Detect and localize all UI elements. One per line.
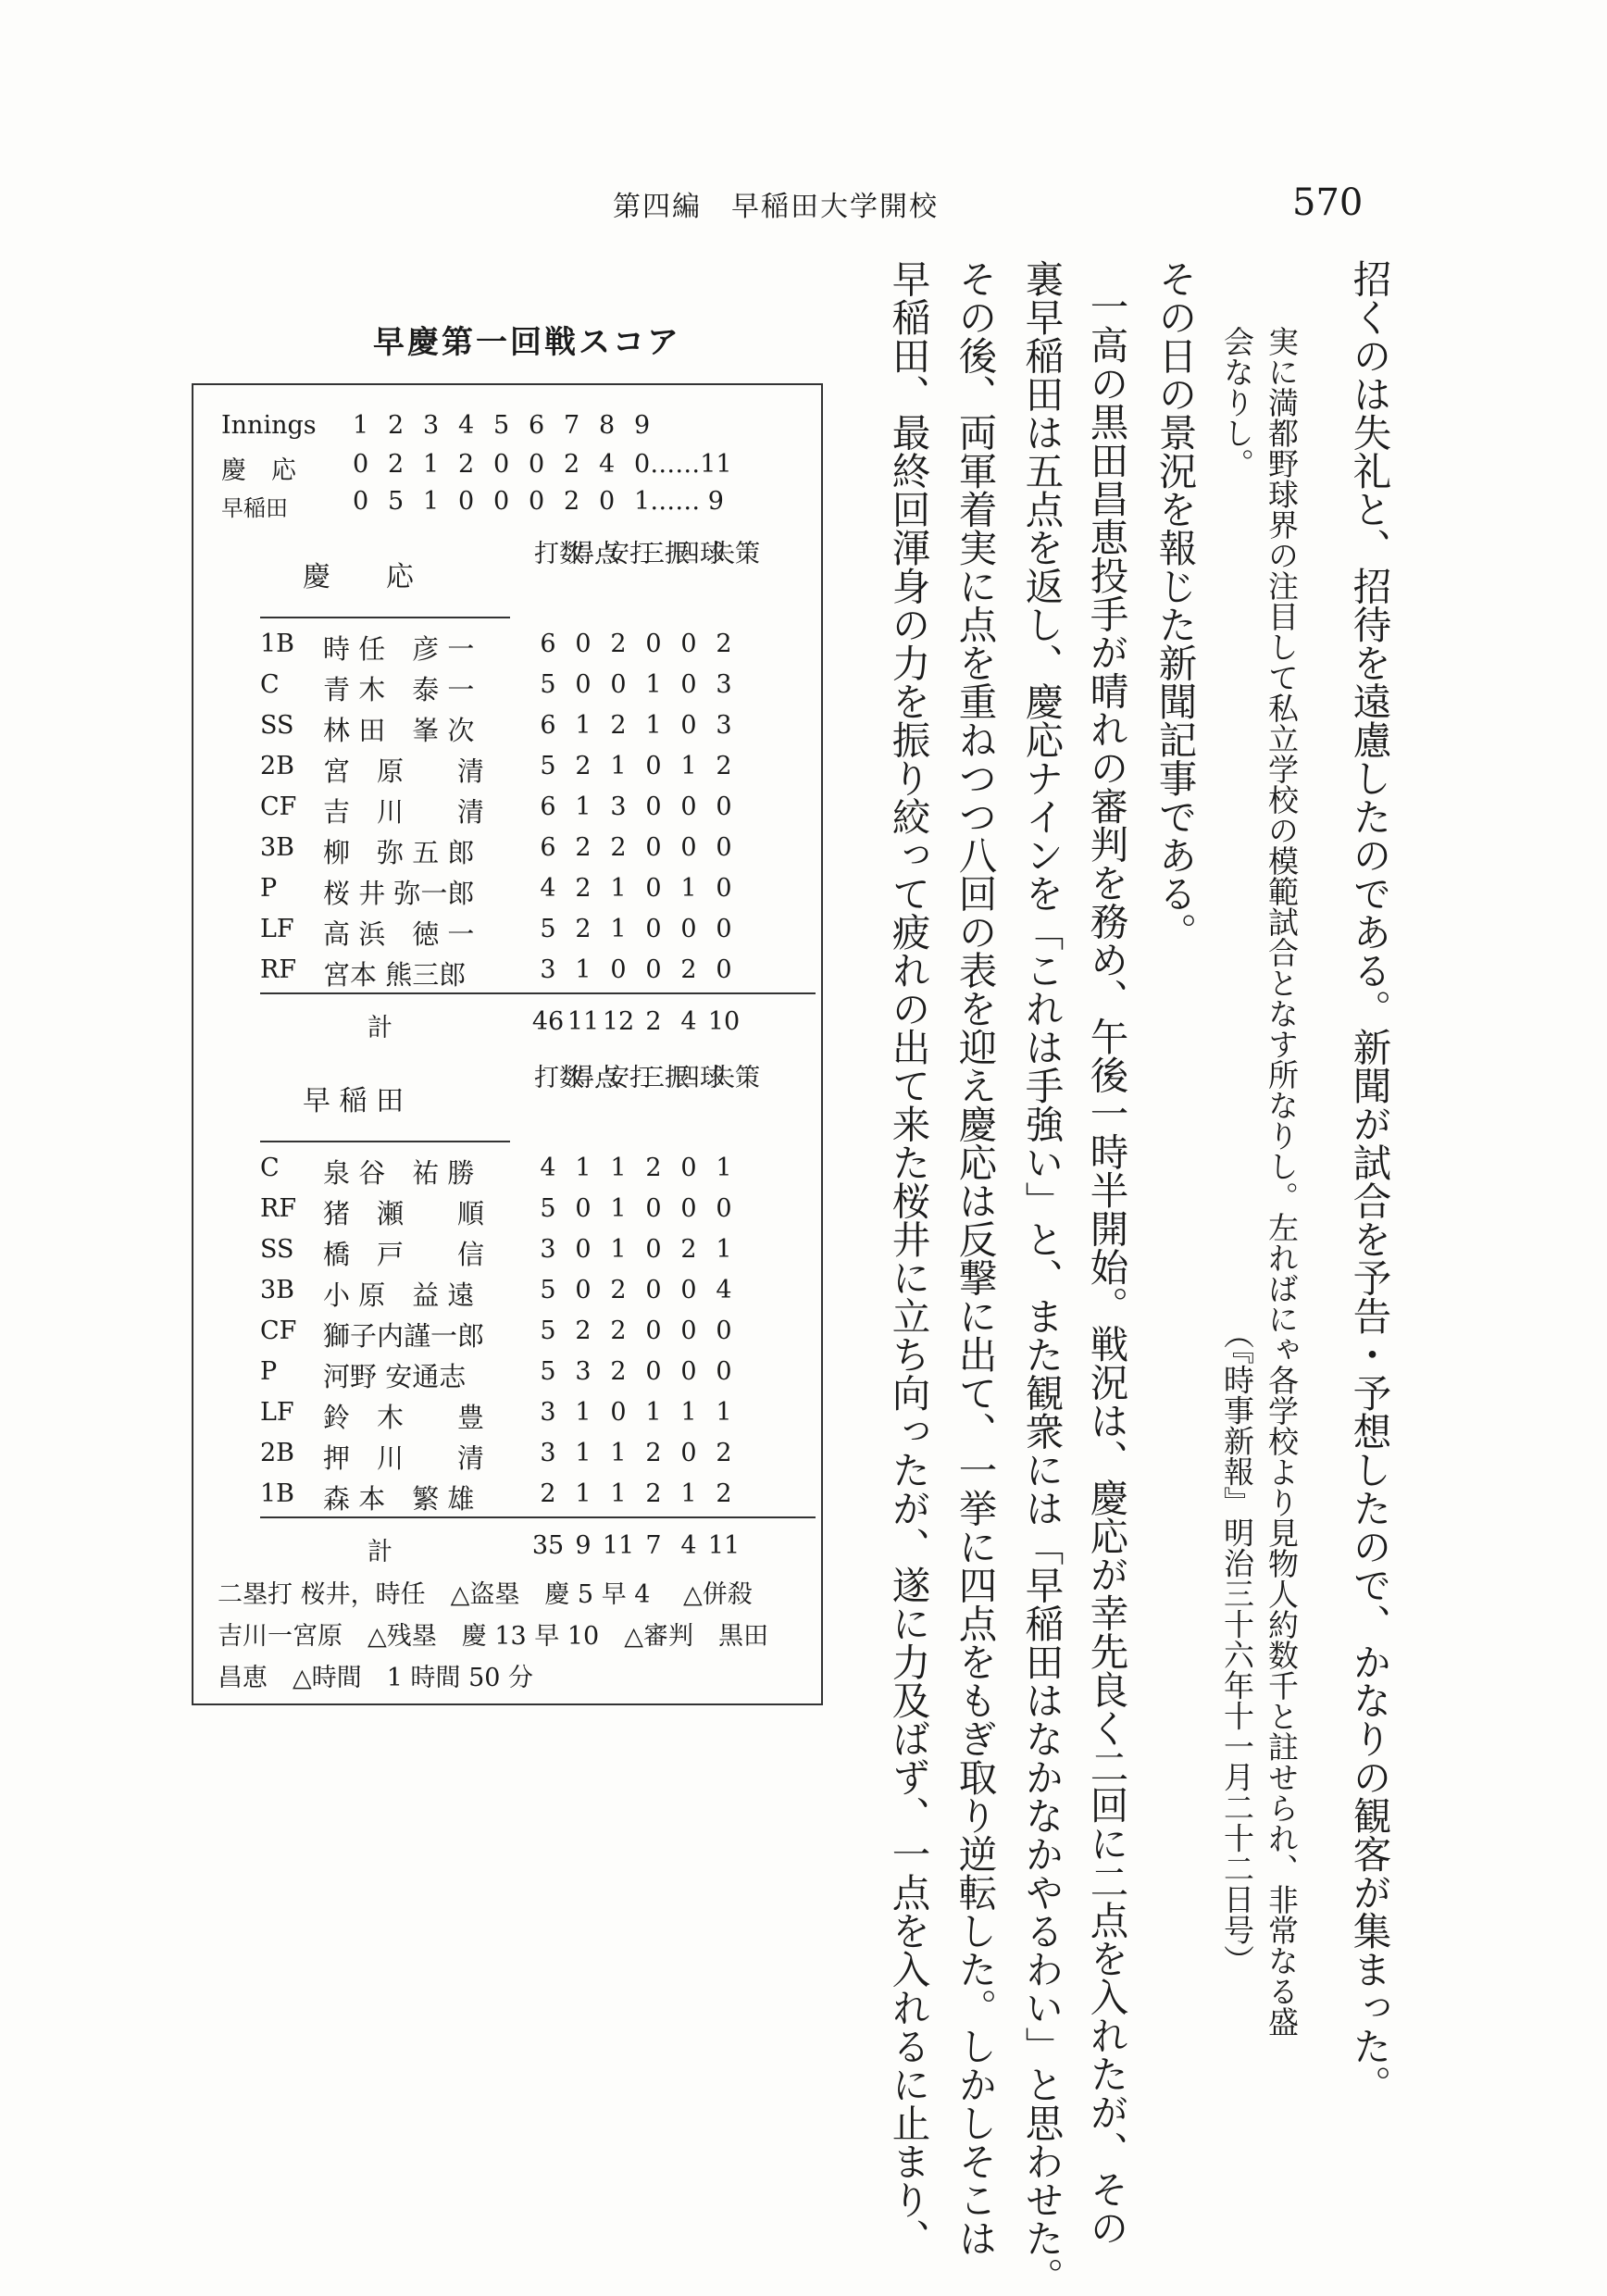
divider bbox=[260, 1516, 816, 1518]
player-stat: 0 bbox=[716, 1194, 732, 1223]
text-column-6: 裏早稲田は五点を返し、慶応ナインを「これは手強い」と、また観衆には「早稲田はなかなかやるわい」と思わせた。 bbox=[1018, 259, 1065, 2296]
total-stat: 11 bbox=[567, 1007, 600, 1036]
player-stat: 3 bbox=[540, 1398, 556, 1427]
line-score-total: …… 9 bbox=[650, 487, 724, 516]
total-stat: 10 bbox=[707, 1007, 741, 1036]
player-stat: 1 bbox=[575, 711, 592, 740]
total-stat: 7 bbox=[645, 1531, 662, 1560]
text-column-4: その日の景況を報じた新聞記事である。 bbox=[1152, 259, 1198, 951]
player-stat: 0 bbox=[575, 670, 592, 699]
player-position: P bbox=[260, 874, 278, 903]
inning-score: 0 bbox=[493, 487, 510, 516]
inning-score: 0 bbox=[458, 487, 475, 516]
player-stat: 1 bbox=[610, 752, 627, 780]
player-stat: 0 bbox=[680, 1316, 697, 1345]
innings-label: Innings bbox=[221, 411, 317, 440]
player-name: 小 原 益 遠 bbox=[323, 1279, 475, 1311]
player-stat: 2 bbox=[610, 711, 627, 740]
player-position: CF bbox=[260, 1316, 297, 1345]
player-stat: 1 bbox=[575, 1398, 592, 1427]
player-stat: 5 bbox=[540, 1276, 556, 1304]
player-name: 獅子内謹一郎 bbox=[323, 1320, 485, 1352]
total-label: 計 bbox=[367, 1014, 392, 1042]
stat-header: 打数 bbox=[534, 540, 584, 568]
total-stat: 11 bbox=[707, 1531, 741, 1560]
player-stat: 1 bbox=[575, 1439, 592, 1467]
player-name: 吉 川 清 bbox=[323, 796, 485, 828]
player-position: RF bbox=[260, 1194, 297, 1223]
player-position: SS bbox=[260, 711, 294, 740]
player-stat: 2 bbox=[645, 1479, 662, 1508]
text-column-7: その後、両軍着実に点を重ねつつ八回の表を迎え慶応は反撃に出て、一挙に四点をもぎ取り逆転した。しかしそこは bbox=[952, 259, 998, 2257]
player-position: RF bbox=[260, 955, 297, 984]
player-stat: 2 bbox=[716, 630, 732, 658]
inning-score: 2 bbox=[564, 450, 580, 479]
player-position: 3B bbox=[260, 833, 295, 862]
player-position: P bbox=[260, 1357, 278, 1386]
player-stat: 0 bbox=[680, 711, 697, 740]
player-stat: 1 bbox=[610, 915, 627, 943]
stat-header: 得点 bbox=[569, 540, 619, 568]
player-position: C bbox=[260, 670, 280, 699]
player-stat: 3 bbox=[716, 670, 732, 699]
divider bbox=[260, 617, 510, 618]
player-stat: 3 bbox=[716, 711, 732, 740]
player-stat: 1 bbox=[610, 1479, 627, 1508]
score-box-title: 早慶第一回戦スコア bbox=[373, 324, 681, 361]
player-stat: 3 bbox=[575, 1357, 592, 1386]
player-name: 森 本 繁 雄 bbox=[323, 1483, 475, 1515]
inning-number: 8 bbox=[599, 411, 616, 440]
player-stat: 0 bbox=[610, 670, 627, 699]
player-stat: 4 bbox=[540, 1154, 556, 1182]
player-stat: 0 bbox=[645, 752, 662, 780]
player-name: 鈴 木 豊 bbox=[323, 1402, 485, 1433]
player-stat: 2 bbox=[610, 1316, 627, 1345]
player-name: 宮 原 清 bbox=[323, 755, 485, 787]
player-stat: 0 bbox=[645, 1194, 662, 1223]
player-stat: 1 bbox=[716, 1235, 732, 1264]
player-name: 柳 弥 五 郎 bbox=[323, 837, 475, 868]
player-position: SS bbox=[260, 1235, 294, 1264]
stat-header: 得点 bbox=[569, 1064, 619, 1092]
stat-header: 失策 bbox=[710, 540, 760, 568]
player-stat: 1 bbox=[610, 1154, 627, 1182]
player-stat: 0 bbox=[680, 1357, 697, 1386]
inning-score: 0 bbox=[493, 450, 510, 479]
player-stat: 2 bbox=[716, 752, 732, 780]
note-line: 吉川一宮原 △残塁 慶 13 早 10 △審判 黒田 bbox=[218, 1622, 768, 1651]
game-notes bbox=[218, 1574, 768, 1699]
player-stat: 0 bbox=[610, 1398, 627, 1427]
inning-number: 5 bbox=[493, 411, 510, 440]
player-name: 泉 谷 祐 勝 bbox=[323, 1157, 475, 1189]
player-position: 2B bbox=[260, 1439, 295, 1467]
inning-score: 1 bbox=[634, 487, 651, 516]
player-stat: 0 bbox=[680, 670, 697, 699]
player-stat: 5 bbox=[540, 1194, 556, 1223]
player-stat: 0 bbox=[645, 874, 662, 903]
total-stat: 4 bbox=[680, 1007, 697, 1036]
player-stat: 2 bbox=[610, 630, 627, 658]
player-stat: 0 bbox=[680, 1154, 697, 1182]
player-stat: 0 bbox=[645, 833, 662, 862]
player-stat: 0 bbox=[645, 1357, 662, 1386]
stat-header: 打数 bbox=[534, 1064, 584, 1092]
player-stat: 1 bbox=[716, 1398, 732, 1427]
player-stat: 0 bbox=[716, 1357, 732, 1386]
player-stat: 6 bbox=[540, 630, 556, 658]
player-name: 林 田 峯 次 bbox=[323, 715, 475, 746]
player-position: C bbox=[260, 1154, 280, 1182]
player-stat: 5 bbox=[540, 1316, 556, 1345]
player-stat: 1 bbox=[610, 1439, 627, 1467]
player-stat: 0 bbox=[575, 1276, 592, 1304]
player-stat: 2 bbox=[540, 1479, 556, 1508]
player-stat: 1 bbox=[610, 1235, 627, 1264]
player-name: 押 川 清 bbox=[323, 1442, 485, 1474]
player-position: CF bbox=[260, 792, 297, 821]
player-stat: 0 bbox=[575, 1194, 592, 1223]
player-stat: 0 bbox=[716, 874, 732, 903]
inning-numbers bbox=[353, 411, 669, 440]
player-name: 高 浜 徳 一 bbox=[323, 918, 475, 950]
player-stat: 0 bbox=[680, 1194, 697, 1223]
player-stat: 2 bbox=[716, 1479, 732, 1508]
player-stat: 0 bbox=[645, 792, 662, 821]
player-position: 1B bbox=[260, 1479, 295, 1508]
player-stat: 0 bbox=[645, 1316, 662, 1345]
inning-score: 4 bbox=[599, 450, 616, 479]
player-stat: 0 bbox=[610, 955, 627, 984]
note-line: 二塁打 桜井，時任 △盗塁 慶 5 早 4 △併殺 bbox=[218, 1580, 753, 1609]
line-score-row bbox=[353, 450, 732, 479]
text-column-2: 実に満都野球界の注目して私立学校の模範試合となす所なりし。左ればにゃ各学校より見物人約数千と註せられ、非常なる盛 bbox=[1264, 326, 1300, 2037]
player-stat: 0 bbox=[645, 1235, 662, 1264]
text-column-3: 会なりし。 bbox=[1219, 326, 1255, 479]
player-stat: 2 bbox=[575, 915, 592, 943]
player-stat: 2 bbox=[575, 874, 592, 903]
score-box bbox=[192, 383, 823, 1705]
inning-number: 7 bbox=[564, 411, 580, 440]
inning-score: 0 bbox=[529, 487, 545, 516]
stat-header: 四球 bbox=[675, 540, 725, 568]
player-stat: 2 bbox=[645, 1154, 662, 1182]
player-stat: 1 bbox=[680, 1479, 697, 1508]
inning-score: 1 bbox=[423, 450, 440, 479]
player-stat: 1 bbox=[645, 1398, 662, 1427]
player-name: 桜 井 弥一郎 bbox=[323, 878, 475, 909]
text-column-5: 一高の黒田昌恵投手が晴れの審判を務め、午後一時半開始。戦況は、慶応が幸先良く二回に二点を入れたが、その bbox=[1083, 287, 1129, 2247]
player-stat: 0 bbox=[680, 630, 697, 658]
player-name: 青 木 泰 一 bbox=[323, 674, 475, 705]
player-stat: 2 bbox=[680, 1235, 697, 1264]
total-stat: 12 bbox=[602, 1007, 635, 1036]
player-stat: 0 bbox=[680, 1276, 697, 1304]
citation: （『時事新報』明治三十六年十一月二十二日号） bbox=[1219, 1318, 1255, 1976]
total-label: 計 bbox=[367, 1538, 392, 1566]
line-score-total: ……11 bbox=[650, 450, 732, 479]
player-name: 宮本 熊三郎 bbox=[323, 959, 467, 991]
player-stat: 3 bbox=[540, 1235, 556, 1264]
player-name: 時 任 彦 一 bbox=[323, 633, 475, 665]
player-position: 1B bbox=[260, 630, 295, 658]
player-stat: 0 bbox=[680, 792, 697, 821]
total-stat: 46 bbox=[531, 1007, 565, 1036]
inning-number: 1 bbox=[353, 411, 369, 440]
player-stat: 2 bbox=[610, 1276, 627, 1304]
player-stat: 0 bbox=[716, 915, 732, 943]
player-stat: 0 bbox=[680, 833, 697, 862]
player-stat: 2 bbox=[575, 752, 592, 780]
inning-score: 0 bbox=[529, 450, 545, 479]
stat-header: 四球 bbox=[675, 1064, 725, 1092]
note-line: 昌恵 △時間 1 時間 50 分 bbox=[218, 1664, 534, 1692]
player-name: 河野 安通志 bbox=[323, 1361, 467, 1392]
player-stat: 2 bbox=[575, 833, 592, 862]
inning-score: 1 bbox=[423, 487, 440, 516]
line-score-team: 早稲田 bbox=[221, 495, 288, 521]
inning-number: 6 bbox=[529, 411, 545, 440]
player-stat: 6 bbox=[540, 792, 556, 821]
inning-number: 3 bbox=[423, 411, 440, 440]
player-position: 2B bbox=[260, 752, 295, 780]
total-stat: 2 bbox=[645, 1007, 662, 1036]
total-stat: 11 bbox=[602, 1531, 635, 1560]
stat-header: 三振 bbox=[640, 1064, 690, 1092]
player-position: LF bbox=[260, 1398, 294, 1427]
player-stat: 5 bbox=[540, 915, 556, 943]
player-stat: 2 bbox=[680, 955, 697, 984]
divider bbox=[260, 992, 816, 994]
chapter-header: 第四編 早稲田大学開校 bbox=[613, 191, 939, 223]
stat-header: 三振 bbox=[640, 540, 690, 568]
player-stat: 1 bbox=[575, 1479, 592, 1508]
player-stat: 1 bbox=[610, 1194, 627, 1223]
inning-score: 0 bbox=[353, 487, 369, 516]
inning-score: 2 bbox=[388, 450, 405, 479]
team-heading-keio: 慶 応 bbox=[303, 561, 414, 593]
player-stat: 4 bbox=[716, 1276, 732, 1304]
total-stat: 35 bbox=[531, 1531, 565, 1560]
player-stat: 6 bbox=[540, 711, 556, 740]
total-stat: 9 bbox=[575, 1531, 592, 1560]
stat-header: 安打 bbox=[604, 540, 654, 568]
stat-header: 安打 bbox=[604, 1064, 654, 1092]
player-stat: 0 bbox=[680, 1439, 697, 1467]
player-stat: 2 bbox=[645, 1439, 662, 1467]
inning-score: 0 bbox=[353, 450, 369, 479]
player-stat: 6 bbox=[540, 833, 556, 862]
player-name: 橋 戸 信 bbox=[323, 1239, 485, 1270]
inning-number: 2 bbox=[388, 411, 405, 440]
player-stat: 2 bbox=[610, 833, 627, 862]
team-heading-waseda: 早 稲 田 bbox=[303, 1085, 405, 1117]
player-name: 猪 瀬 順 bbox=[323, 1198, 485, 1229]
player-stat: 5 bbox=[540, 752, 556, 780]
player-stat: 1 bbox=[680, 1398, 697, 1427]
player-stat: 0 bbox=[575, 1235, 592, 1264]
line-score-row bbox=[353, 487, 724, 516]
player-stat: 4 bbox=[540, 874, 556, 903]
player-position: 3B bbox=[260, 1276, 295, 1304]
player-stat: 0 bbox=[645, 1276, 662, 1304]
player-stat: 3 bbox=[610, 792, 627, 821]
player-stat: 5 bbox=[540, 1357, 556, 1386]
player-stat: 1 bbox=[680, 874, 697, 903]
total-stat: 4 bbox=[680, 1531, 697, 1560]
player-stat: 1 bbox=[645, 670, 662, 699]
player-stat: 1 bbox=[645, 711, 662, 740]
inning-number: 9 bbox=[634, 411, 651, 440]
player-stat: 2 bbox=[716, 1439, 732, 1467]
divider bbox=[260, 1141, 510, 1142]
player-stat: 2 bbox=[610, 1357, 627, 1386]
line-score-team: 慶 応 bbox=[221, 456, 296, 485]
inning-score: 0 bbox=[634, 450, 651, 479]
player-stat: 1 bbox=[716, 1154, 732, 1182]
text-column-1: 招くのは失礼と、招待を遠慮したのである。新聞が試合を予告・予想したので、かなりの観客が集まった。 bbox=[1346, 259, 1392, 2103]
player-stat: 1 bbox=[575, 955, 592, 984]
player-stat: 0 bbox=[645, 955, 662, 984]
player-stat: 0 bbox=[716, 833, 732, 862]
player-stat: 1 bbox=[680, 752, 697, 780]
inning-score: 2 bbox=[458, 450, 475, 479]
player-stat: 0 bbox=[645, 630, 662, 658]
player-stat: 2 bbox=[575, 1316, 592, 1345]
player-stat: 0 bbox=[716, 1316, 732, 1345]
player-stat: 0 bbox=[575, 630, 592, 658]
player-stat: 0 bbox=[716, 792, 732, 821]
player-stat: 1 bbox=[575, 1154, 592, 1182]
inning-number: 4 bbox=[458, 411, 475, 440]
player-stat: 1 bbox=[575, 792, 592, 821]
inning-score: 5 bbox=[388, 487, 405, 516]
text-column-8: 早稲田、最終回渾身の力を振り絞って疲れの出て来た桜井に立ち向ったが、遂に力及ばず、一点を入れるに止まり、 bbox=[885, 259, 931, 2257]
inning-score: 0 bbox=[599, 487, 616, 516]
player-stat: 3 bbox=[540, 1439, 556, 1467]
inning-score: 2 bbox=[564, 487, 580, 516]
page-number: 570 bbox=[1292, 181, 1364, 224]
player-stat: 0 bbox=[680, 915, 697, 943]
player-stat: 0 bbox=[645, 915, 662, 943]
player-position: LF bbox=[260, 915, 294, 943]
stat-header: 失策 bbox=[710, 1064, 760, 1092]
player-stat: 3 bbox=[540, 955, 556, 984]
player-stat: 0 bbox=[716, 955, 732, 984]
player-stat: 5 bbox=[540, 670, 556, 699]
player-stat: 1 bbox=[610, 874, 627, 903]
